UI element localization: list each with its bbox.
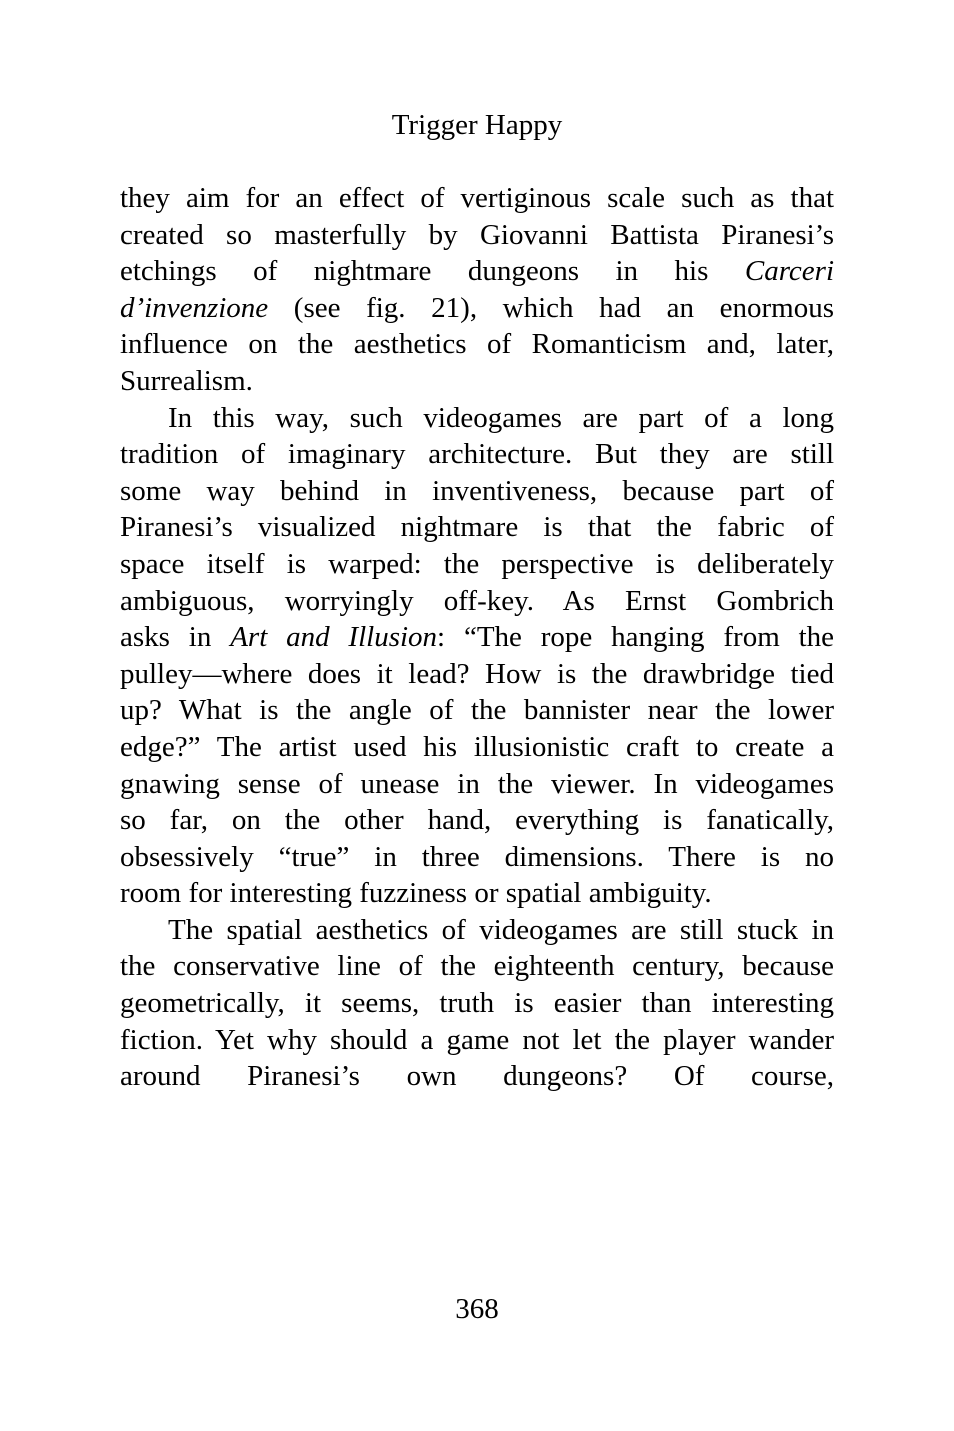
text-segment: : “The rope hanging from the (437, 621, 835, 654)
text-line: so far, on the other hand, everything is fanatically, (120, 804, 834, 837)
body-text (120, 180, 834, 1095)
text-line: room for interesting fuzziness or spatial ambiguity. (120, 877, 712, 910)
text-line (120, 290, 834, 327)
text-line: Piranesi’s visualized nightmare is that the fabric of (120, 511, 834, 544)
text-line: tradition of imaginary architecture. But they are still (120, 438, 834, 471)
text-line: up? What is the angle of the bannister near the lower (120, 694, 834, 727)
paragraph (120, 400, 834, 912)
text-line: The spatial aesthetics of videogames are still stuck in (168, 913, 834, 946)
text-line: around Piranesi’s own dungeons? Of course, (120, 1060, 834, 1093)
text-segment: asks in (120, 621, 231, 654)
page-number: 368 (455, 1293, 499, 1325)
running-head-title: Trigger Happy (391, 109, 563, 141)
text-line: In this way, such videogames are part of a long (168, 401, 834, 434)
text-segment: (see fig. 21), which had an enormous (268, 291, 834, 324)
text-line: the conservative line of the eighteenth century, because (120, 950, 834, 983)
paragraph (120, 180, 834, 400)
text-line: space itself is warped: the perspective is deliberately (120, 547, 834, 580)
text-line: influence on the aesthetics of Romanticism and, later, (120, 328, 834, 361)
text-line (120, 619, 834, 656)
text-line: edge?” The artist used his illusionistic craft to create a (120, 730, 834, 763)
text-line: fiction. Yet why should a game not let the player wander (120, 1023, 834, 1056)
paragraph (120, 912, 834, 1095)
text-line: some way behind in inventiveness, because part of (120, 474, 834, 507)
italic-title: d’invenzione (120, 291, 269, 324)
text-segment: etchings of nightmare dungeons in his (120, 255, 709, 288)
text-line: pulley—where does it lead? How is the drawbridge tied (120, 657, 834, 690)
text-line: created so masterfully by Giovanni Battista Piranesi’s (120, 218, 834, 251)
text-line: they aim for an effect of vertiginous scale such as that (120, 182, 834, 214)
italic-title: Art and Illusion (230, 621, 438, 654)
text-line: obsessively “true” in three dimensions. There is no (120, 840, 834, 873)
text-line: geometrically, it seems, truth is easier than interesting (120, 987, 834, 1020)
italic-title: Carceri (744, 255, 835, 288)
text-line: ambiguous, worryingly off-key. As Ernst Gombrich (120, 584, 834, 617)
text-line (120, 253, 834, 290)
text-line: gnawing sense of unease in the viewer. In videogames (120, 767, 834, 800)
text-line: Surrealism. (120, 364, 253, 397)
